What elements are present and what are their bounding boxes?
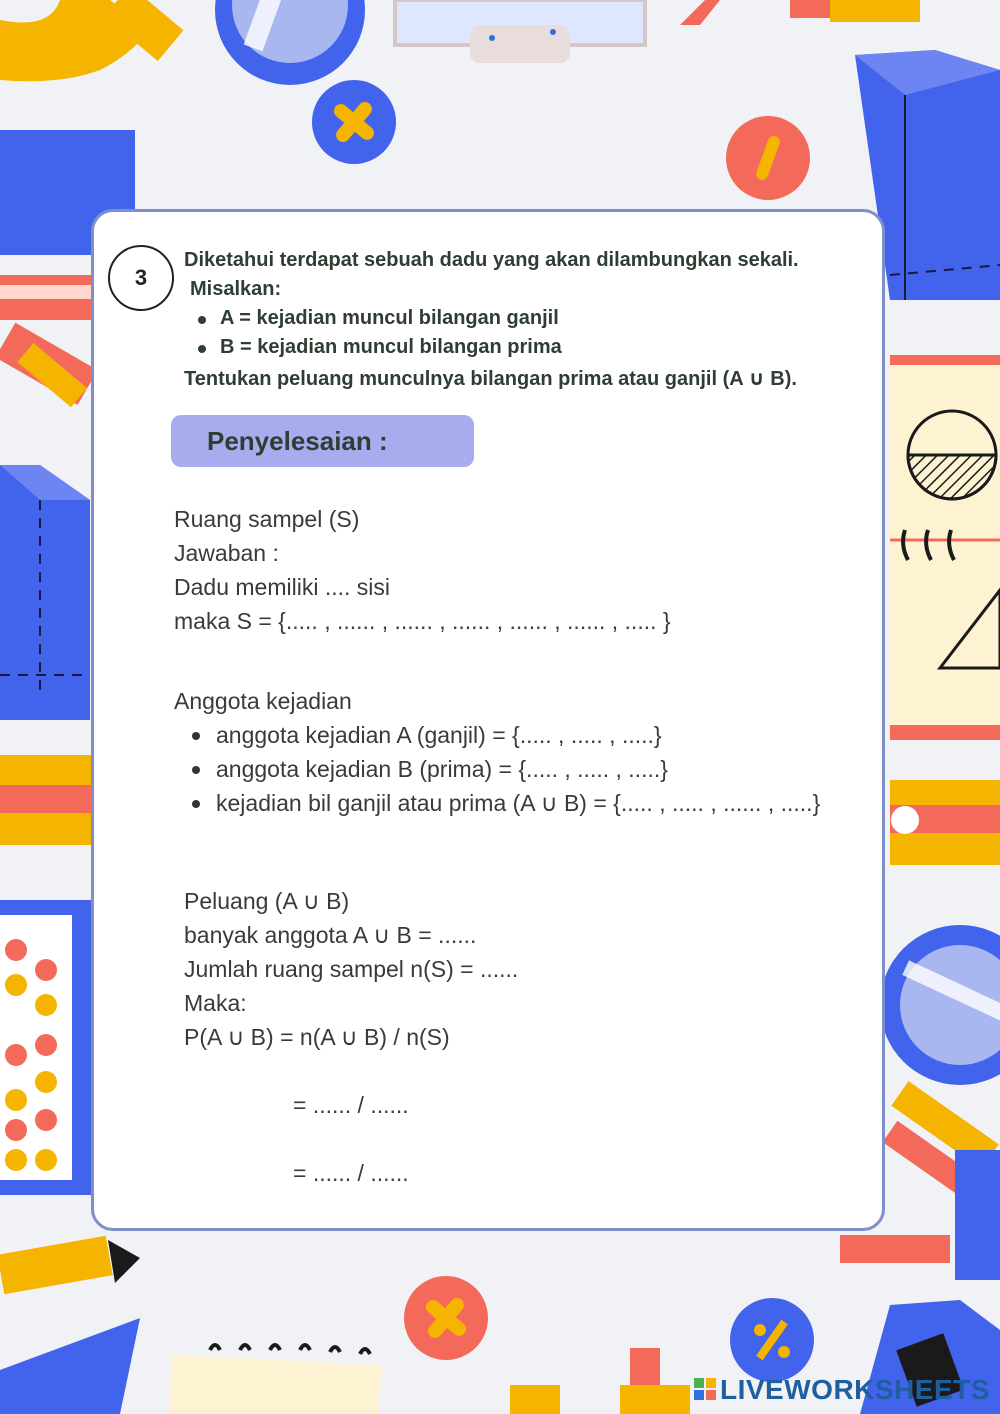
question-line-1: Diketahui terdapat sebuah dadu yang akan dilambungkan sekali. — [184, 249, 799, 271]
question-task: Tentukan peluang munculnya bilangan prima atau ganjil (A ∪ B). — [184, 368, 797, 390]
probability-formula: P(A ∪ B) = n(A ∪ B) / n(S) — [184, 1024, 450, 1050]
answer-label: Jawaban : — [174, 540, 279, 566]
question-line-b: B = kejadian muncul bilangan prima — [220, 336, 562, 358]
bullet-dot — [192, 732, 200, 740]
sample-space-set: maka S = {..... , ...... , ...... , ...... , ...... , ...... , ..... } — [174, 608, 671, 634]
event-a-line: anggota kejadian A (ganjil) = {..... , ..... , .....} — [216, 722, 662, 748]
dice-sides-line: Dadu memiliki .... sisi — [174, 574, 390, 600]
therefore-label: Maka: — [184, 990, 247, 1016]
events-title: Anggota kejadian — [174, 688, 352, 714]
sample-space-title: Ruang sampel (S) — [174, 506, 360, 532]
question-number: 3 — [108, 245, 174, 311]
solution-header — [171, 415, 474, 467]
question-line-a: A = kejadian muncul bilangan ganjil — [220, 307, 559, 329]
fraction-step-2: = ...... / ...... — [293, 1160, 409, 1186]
sample-count-line: Jumlah ruang sampel n(S) = ...... — [184, 956, 519, 982]
union-count-line: banyak anggota A ∪ B = ...... — [184, 922, 477, 948]
liveworksheets-logo-icon — [694, 1378, 716, 1400]
probability-title: Peluang (A ∪ B) — [184, 888, 350, 914]
event-b-line: anggota kejadian B (prima) = {..... , ..... , .....} — [216, 756, 668, 782]
bullet-dot — [192, 800, 200, 808]
event-union-line: kejadian bil ganjil atau prima (A ∪ B) = {..... , ..... , ...... , .....} — [216, 790, 821, 816]
bullet-dot — [198, 316, 206, 324]
fraction-step-1: = ...... / ...... — [293, 1092, 409, 1118]
bullet-dot — [198, 345, 206, 353]
solution-label: Penyelesaian : — [207, 426, 388, 456]
question-line-2: Misalkan: — [190, 278, 282, 300]
bullet-dot — [192, 766, 200, 774]
liveworksheets-logo[interactable]: LIVEWORKSHEETS — [720, 1374, 990, 1405]
worksheet-card — [91, 209, 885, 1231]
